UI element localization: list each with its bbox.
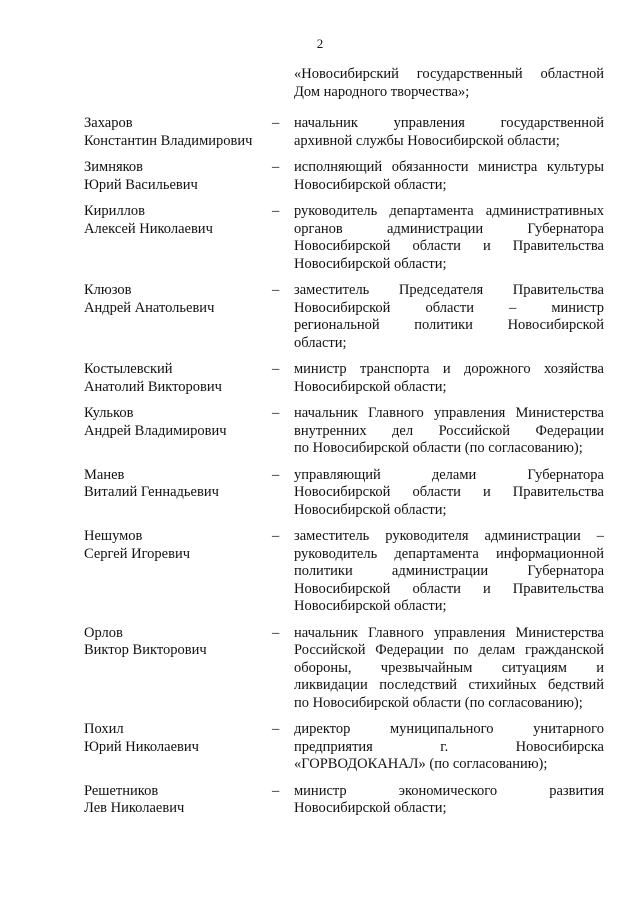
member-entry <box>84 721 604 774</box>
position-line: политики администрации Губернатора <box>294 563 604 579</box>
member-name-line: Захаров <box>84 115 133 131</box>
position-line: предприятия г. Новосибирска <box>294 738 604 755</box>
dash-separator: – <box>272 282 280 298</box>
dash-separator: – <box>272 203 280 219</box>
position-line: региональной политики Новосибирской <box>294 317 604 333</box>
position-line: министр транспорта и дорожного хозяйства <box>294 361 604 377</box>
position-line: «ГОРВОДОКАНАЛ» (по согласованию); <box>294 756 548 772</box>
member-entry <box>84 203 604 273</box>
member-name-line: Манев <box>84 466 125 483</box>
position-line: заместитель Председателя Правительства <box>294 282 604 298</box>
dash-separator: – <box>272 782 280 799</box>
member-name <box>84 467 272 520</box>
member-name-line: Лев Николаевич <box>84 800 185 816</box>
member-entry <box>84 467 604 520</box>
member-entry <box>84 783 604 818</box>
position-line: заместитель руководителя администрации – <box>294 528 604 544</box>
member-position <box>294 203 604 273</box>
member-entry <box>84 159 604 194</box>
member-entry <box>84 625 604 713</box>
member-name-line: Сергей Игоревич <box>84 545 191 562</box>
position-line: Новосибирской области; <box>294 501 447 518</box>
position-line: Новосибирской области – министр <box>294 299 604 316</box>
position-line: министр экономического развития <box>294 782 604 799</box>
member-entry <box>84 282 604 352</box>
position-line: по Новосибирской области (по согласованию); <box>294 440 583 456</box>
position-line: Российской Федерации по делам гражданской <box>294 642 604 658</box>
member-position <box>294 528 604 616</box>
member-name-line: Юрий Васильевич <box>84 176 198 193</box>
position-line: Новосибирской области; <box>294 800 447 816</box>
member-name-line: Кульков <box>84 405 134 421</box>
member-name <box>84 159 272 194</box>
dash-separator: – <box>272 115 280 131</box>
dash-separator: – <box>272 528 280 544</box>
member-name-line: Решетников <box>84 782 159 799</box>
position-line: Дом народного творчества»; <box>294 83 470 100</box>
member-name <box>84 361 272 396</box>
position-line: Новосибирской области и Правительства <box>294 484 604 500</box>
dash-separator: – <box>272 361 280 377</box>
member-name-line: Кириллов <box>84 203 146 219</box>
continuation-block <box>84 66 604 103</box>
position-line: руководитель департамента информационной <box>294 545 604 562</box>
member-name-line: Зимняков <box>84 159 144 175</box>
member-name-line: Андрей Анатольевич <box>84 299 215 316</box>
member-position <box>294 115 604 150</box>
member-name-line: Анатолий Викторович <box>84 378 222 395</box>
member-position <box>294 467 604 520</box>
position-line: исполняющий обязанности министра культуры <box>294 159 604 175</box>
position-line: Новосибирской области; <box>294 598 447 614</box>
position-line: начальник управления государственной <box>294 115 604 131</box>
member-position <box>294 625 604 713</box>
member-name-line: Виталий Геннадьевич <box>84 484 219 500</box>
dash-separator: – <box>272 466 280 483</box>
member-name <box>84 203 272 273</box>
member-name <box>84 721 272 774</box>
position-line: Новосибирской области; <box>294 176 447 193</box>
member-name-line: Нешумов <box>84 528 143 544</box>
position-line: руководитель департамента административных <box>294 203 604 219</box>
dash-separator: – <box>272 405 280 421</box>
position-line: Новосибирской области и Правительства <box>294 238 604 254</box>
position-line: Новосибирской области и Правительства <box>294 580 604 597</box>
position-line: ликвидации последствий стихийных бедствий <box>294 677 604 693</box>
member-position <box>294 361 604 396</box>
page-number: 2 <box>316 36 324 51</box>
member-name-line: Алексей Николаевич <box>84 220 213 237</box>
member-position <box>294 783 604 818</box>
position-line: начальник Главного управления Министерства <box>294 405 604 421</box>
member-name-line: Орлов <box>84 624 123 641</box>
member-name <box>84 405 272 458</box>
position-line: начальник Главного управления Министерства <box>294 624 604 641</box>
position-line: внутренних дел Российской Федерации <box>294 422 604 439</box>
member-name <box>84 282 272 352</box>
position-line: управляющий делами Губернатора <box>294 466 604 483</box>
member-entry <box>84 115 604 150</box>
position-line: области; <box>294 334 347 351</box>
position-line: Новосибирской области; <box>294 378 447 395</box>
member-name-line: Андрей Владимирович <box>84 422 227 439</box>
member-position <box>294 405 604 458</box>
member-name-line: Костылевский <box>84 361 173 377</box>
position-line: органов администрации Губернатора <box>294 220 604 237</box>
member-entry <box>84 528 604 616</box>
member-entry <box>84 405 604 458</box>
position-line: директор муниципального унитарного <box>294 721 604 737</box>
member-position <box>294 721 604 774</box>
position-line: «Новосибирский государственный областной <box>294 66 604 82</box>
member-entry <box>84 361 604 396</box>
dash-separator: – <box>272 624 280 641</box>
member-position <box>294 159 604 194</box>
member-name-line: Похил <box>84 721 124 737</box>
member-name <box>84 528 272 616</box>
member-name <box>84 783 272 818</box>
member-name-line: Виктор Викторович <box>84 642 207 658</box>
dash-separator: – <box>272 721 280 737</box>
member-position <box>294 282 604 352</box>
member-name-line: Константин Владимирович <box>84 132 253 149</box>
position-line: Новосибирской области; <box>294 255 447 272</box>
member-list <box>84 66 604 818</box>
position-line: обороны, чрезвычайным ситуациям и <box>294 659 604 676</box>
member-name <box>84 115 272 150</box>
member-name-line: Клюзов <box>84 282 132 298</box>
dash-separator: – <box>272 159 280 175</box>
member-name <box>84 625 272 713</box>
position-line: по Новосибирской области (по согласованию); <box>294 694 583 711</box>
member-name-line: Юрий Николаевич <box>84 738 199 755</box>
position-line: архивной службы Новосибирской области; <box>294 132 560 149</box>
